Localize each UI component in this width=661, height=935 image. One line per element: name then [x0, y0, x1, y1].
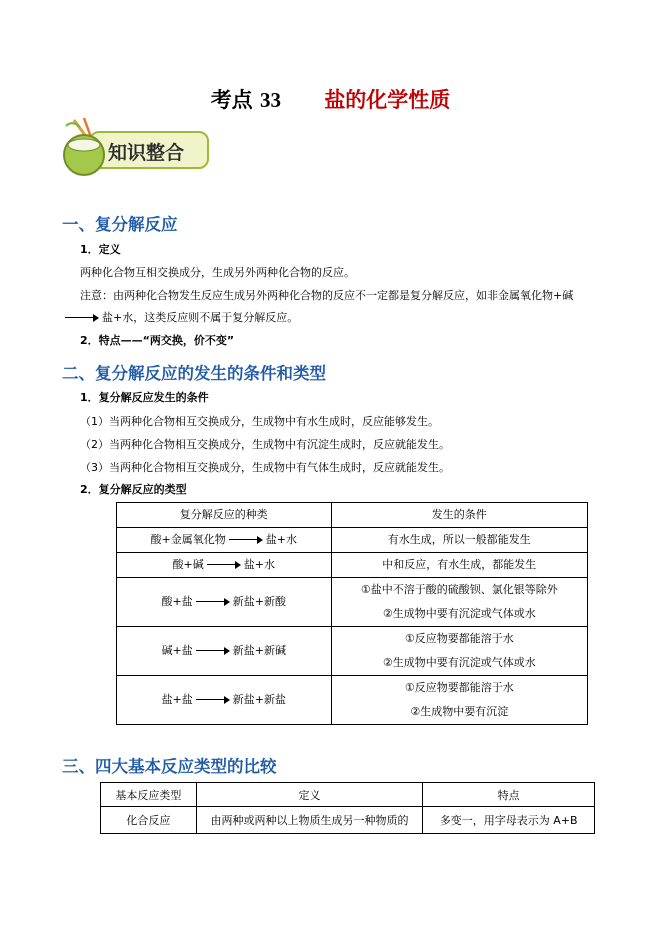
reaction-types-table	[116, 502, 588, 725]
definition-label: 1．定义	[80, 243, 121, 256]
table-header-row	[101, 783, 595, 807]
definition-text: 两种化合物互相交换成分，生成另外两种化合物的反应。	[80, 266, 355, 279]
condition-3: （3）当两种化合物相互交换成分，生成物中有气体生成时，反应就能发生。	[80, 461, 450, 474]
table-header: 发生的条件	[331, 503, 587, 528]
page-title	[0, 84, 661, 114]
table-header: 复分解反应的种类	[117, 503, 332, 528]
badge-text: 知识整合	[108, 142, 185, 164]
table-header-row	[117, 503, 588, 528]
table-cell: 多变一，用字母表示为 A+B	[423, 807, 595, 834]
reaction-cell: 酸+碱 盐+水	[117, 553, 332, 578]
arrow-icon	[196, 647, 230, 655]
condition-cell: 中和反应，有水生成，都能发生	[331, 553, 587, 578]
reaction-cell: 酸+盐 新盐+新酸	[117, 578, 332, 627]
table-cell: 由两种或两种以上物质生成另一种物质的	[196, 807, 423, 834]
title-number: 33	[260, 88, 281, 112]
table-header: 定义	[196, 783, 423, 807]
arrow-icon	[65, 314, 99, 322]
note-line-1: 注意：由两种化合物发生反应生成另外两种化合物的反应不一定都是复分解反应，如非金属氧化物+碱	[80, 289, 574, 302]
table-row	[117, 528, 588, 553]
knowledge-summary-badge	[60, 118, 212, 176]
reaction-cell: 碱+盐 新盐+新碱	[117, 627, 332, 676]
condition-label: 1．复分解反应发生的条件	[80, 391, 209, 404]
condition-2: （2）当两种化合物相互交换成分，生成物中有沉淀生成时，反应就能发生。	[80, 438, 450, 451]
table-header: 基本反应类型	[101, 783, 197, 807]
title-topic: 盐的化学性质	[324, 88, 451, 112]
title-prefix: 考点	[210, 88, 253, 112]
arrow-icon	[196, 696, 230, 704]
condition-cell: ①反应物要都能溶于水 ②生成物中要有沉淀或气体或水	[331, 627, 587, 676]
reaction-cell: 盐+盐 新盐+新盐	[117, 676, 332, 725]
arrow-icon	[196, 598, 230, 606]
reaction-cell: 酸+金属氧化物 盐+水	[117, 528, 332, 553]
table-row	[117, 578, 588, 627]
table-header: 特点	[423, 783, 595, 807]
section-3-heading: 三、四大基本反应类型的比较	[62, 757, 277, 776]
type-label: 2．复分解反应的类型	[80, 483, 187, 496]
note-line-2: 盐+水，这类反应则不属于复分解反应。	[62, 309, 298, 325]
arrow-icon	[229, 536, 263, 544]
table-row	[117, 553, 588, 578]
arrow-icon	[207, 561, 241, 569]
condition-cell: ①盐中不溶于酸的硫酸钡、氯化银等除外 ②生成物中要有沉淀或气体或水	[331, 578, 587, 627]
condition-cell: 有水生成，所以一般都能发生	[331, 528, 587, 553]
section-1-heading: 一、复分解反应	[62, 215, 178, 234]
condition-cell: ①反应物要都能溶于水 ②生成物中要有沉淀	[331, 676, 587, 725]
basic-reactions-table	[100, 782, 595, 834]
table-row	[117, 676, 588, 725]
table-cell: 化合反应	[101, 807, 197, 834]
table-row	[101, 807, 595, 834]
feature-text: 2．特点——“两交换，价不变”	[80, 334, 235, 347]
table-row	[117, 627, 588, 676]
section-2-heading: 二、复分解反应的发生的条件和类型	[62, 364, 326, 383]
condition-1: （1）当两种化合物相互交换成分，生成物中有水生成时，反应能够发生。	[80, 415, 439, 428]
